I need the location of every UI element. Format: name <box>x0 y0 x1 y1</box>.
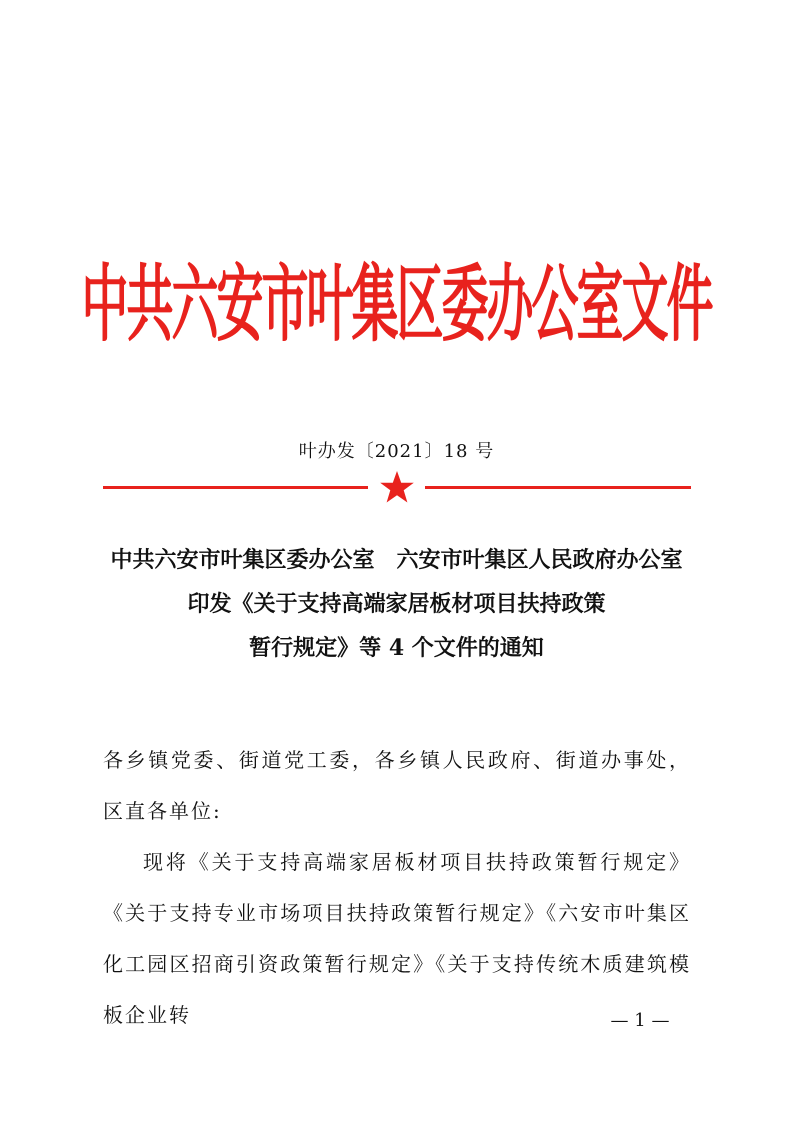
star-icon <box>379 470 415 506</box>
addressee: 各乡镇党委、街道党工委，各乡镇人民政府、街道办事处，区直各单位: <box>103 748 691 823</box>
red-separator <box>103 470 691 506</box>
document-number: 叶办发〔2021〕18 号 <box>298 441 495 462</box>
separator-line-right <box>425 486 691 489</box>
separator-line-left <box>103 486 368 489</box>
notice-title-line: 暂行规定》等 4 个文件的通知 <box>249 635 544 661</box>
body-paragraph: 现将《关于支持高端家居板材项目扶持政策暂行规定》《关于支持专业市场项目扶持政策暂行规定》《六安市叶集区化工园区招商引资政策暂行规定》《关于支持传统木质建筑模板企业转 <box>103 850 691 1027</box>
masthead-title: 中共六安市叶集区委办公室文件 <box>81 256 712 355</box>
document-body <box>103 735 691 1041</box>
notice-title-line: 印发《关于支持高端家居板材项目扶持政策 <box>187 591 606 617</box>
page-number: — 1 — <box>610 1010 670 1031</box>
notice-title-line: 中共六安市叶集区委办公室 六安市叶集区人民政府办公室 <box>110 547 683 573</box>
notice-title <box>0 538 793 670</box>
